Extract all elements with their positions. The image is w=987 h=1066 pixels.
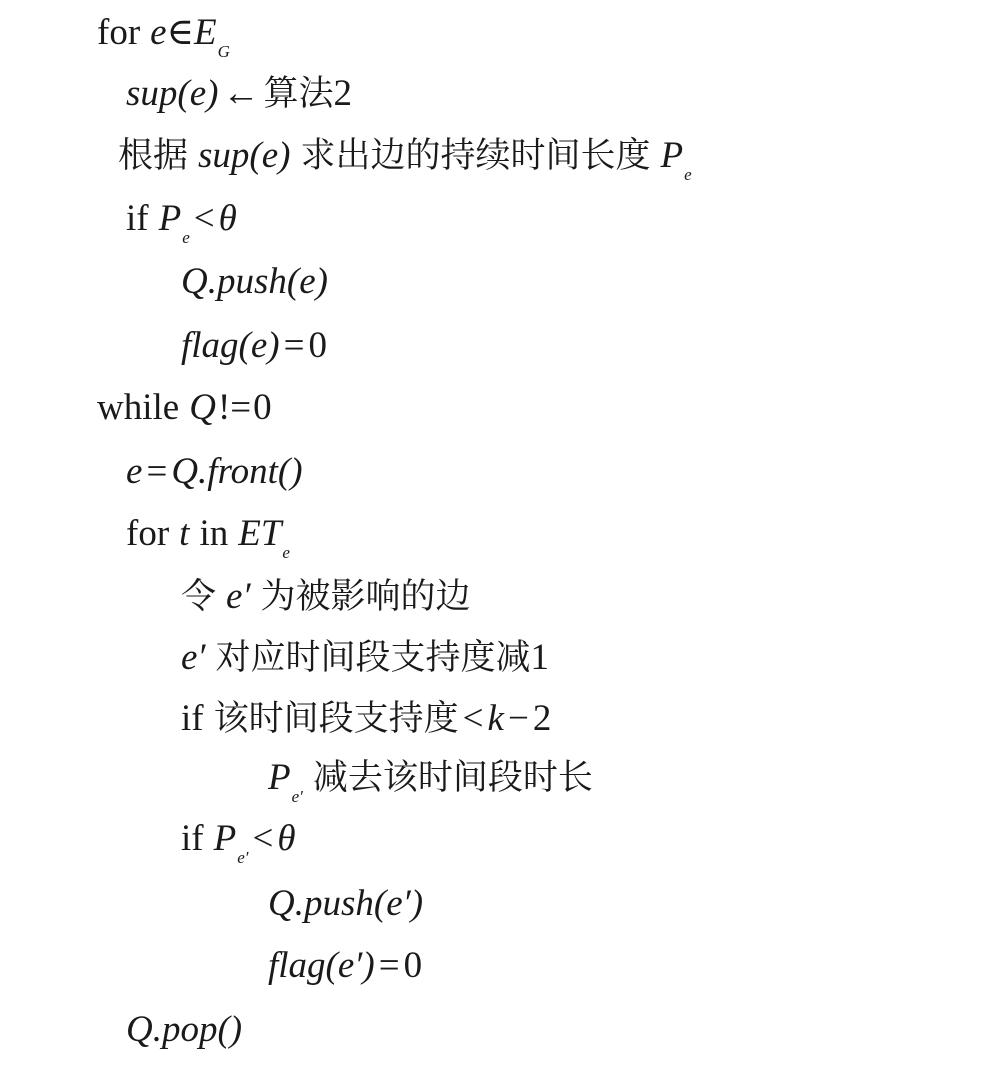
math-expr: flag(e′): [268, 945, 375, 986]
chinese-text: 令: [181, 577, 217, 617]
algo-line-7: [97, 377, 272, 439]
algo-line-4: [126, 188, 237, 250]
algo-line-16: [268, 935, 422, 997]
math-var: P: [660, 135, 684, 176]
algo-line-17: [126, 999, 242, 1061]
operator: <: [193, 198, 215, 239]
chinese-text: 减去该时间段时长: [312, 758, 593, 798]
keyword-if: if: [126, 198, 149, 239]
math-var: e′: [181, 637, 206, 678]
math-var: E: [193, 12, 217, 53]
chinese-text: 求出边的持续时间长度: [300, 136, 651, 176]
math-expr: flag(e): [181, 325, 280, 366]
number: 1: [530, 637, 550, 678]
math-var: θ: [218, 198, 237, 239]
keyword-while: while: [97, 387, 180, 428]
math-expr: sup(e): [126, 73, 219, 114]
keyword-if: if: [181, 818, 204, 859]
number: 2: [333, 73, 352, 114]
math-var: e: [150, 12, 167, 53]
chinese-text: 该时间段支持度: [213, 699, 459, 739]
subscript: e: [684, 165, 692, 184]
algo-line-13: [268, 747, 593, 809]
algo-line-10: [181, 566, 471, 628]
algo-line-3: [118, 125, 692, 187]
math-expr: Q.push(e): [181, 261, 328, 302]
algo-line-12: [181, 688, 551, 750]
number: 0: [403, 945, 423, 986]
number: 2: [532, 698, 552, 739]
operator: =: [378, 945, 400, 986]
keyword-in: in: [199, 513, 229, 554]
operator: ∈: [166, 12, 194, 53]
math-var: P: [158, 198, 182, 239]
algo-line-6: [181, 315, 327, 377]
subscript: e: [182, 228, 190, 247]
number: 0: [253, 387, 272, 428]
math-var: Q: [189, 387, 216, 428]
operator: =: [146, 451, 168, 492]
subscript: G: [217, 42, 230, 61]
math-var: P: [213, 818, 237, 859]
math-var: t: [179, 513, 190, 554]
algo-line-14: [181, 808, 296, 870]
operator: =: [283, 325, 305, 366]
algo-line-11: [181, 627, 549, 689]
math-var: e: [126, 451, 143, 492]
subscript: e′: [237, 848, 249, 867]
keyword-for: for: [126, 513, 170, 554]
algo-line-1: [97, 2, 230, 64]
chinese-text: 为被影响的边: [260, 577, 471, 617]
math-expr: sup(e): [198, 135, 291, 176]
math-expr: Q.front(): [171, 451, 303, 492]
operator: −: [507, 698, 529, 739]
math-var: θ: [277, 818, 296, 859]
operator: <: [252, 818, 274, 859]
keyword-if: if: [181, 698, 204, 739]
chinese-text: 算法: [263, 74, 334, 114]
math-var: e′: [226, 576, 251, 617]
chinese-text: 对应时间段支持度减: [215, 638, 531, 678]
subscript: e: [282, 543, 290, 562]
arrow: ←: [222, 73, 260, 114]
math-expr: Q.pop(): [126, 1009, 243, 1050]
number: 0: [308, 325, 327, 366]
algo-line-15: [268, 873, 423, 935]
algo-line-8: [126, 441, 303, 503]
keyword-for: for: [97, 12, 141, 53]
algo-line-2: [126, 63, 352, 125]
chinese-text: 根据: [118, 136, 189, 176]
algo-line-5: [181, 251, 328, 313]
operator: !=: [217, 387, 252, 428]
algo-line-9: [126, 503, 290, 565]
math-var: P: [268, 757, 291, 798]
math-var: k: [487, 698, 504, 739]
math-expr: Q.push(e′): [268, 883, 424, 924]
subscript: e′: [291, 787, 303, 806]
operator: <: [462, 698, 484, 739]
math-var: ET: [238, 513, 282, 554]
